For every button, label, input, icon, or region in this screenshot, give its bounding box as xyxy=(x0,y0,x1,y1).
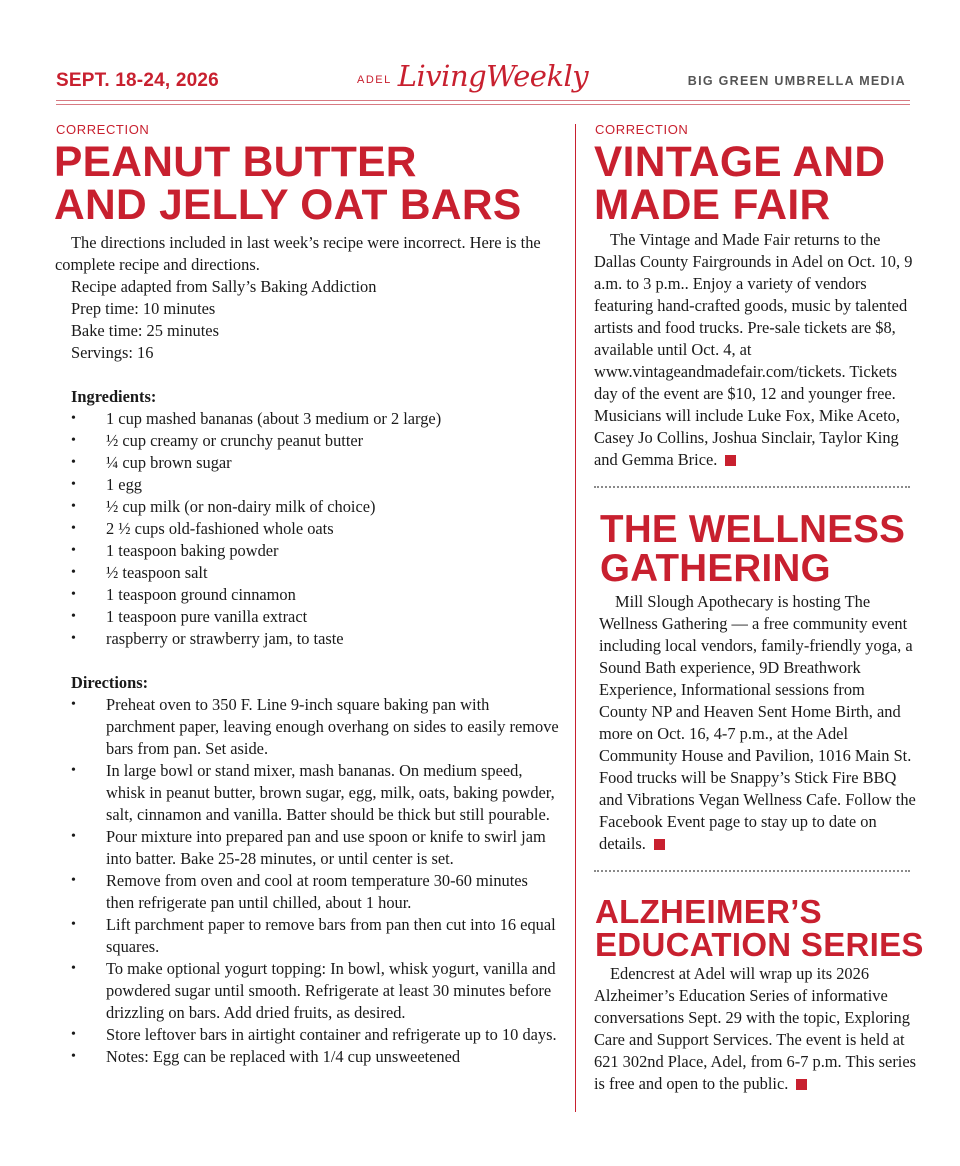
ingredient-item: • ½ teaspoon salt xyxy=(55,562,560,584)
recipe-headline-line: AND JELLY OAT BARS xyxy=(54,181,522,229)
ingredient-item: • 2 ½ cups old-fashioned whole oats xyxy=(55,518,560,540)
spacer xyxy=(55,650,560,672)
alz-headline xyxy=(595,895,924,961)
fair-kicker: CORRECTION xyxy=(595,122,689,137)
ingredient-item: • 1 teaspoon ground cinnamon xyxy=(55,584,560,606)
end-mark-icon xyxy=(725,455,736,466)
fair-article xyxy=(594,229,914,471)
wellness-article xyxy=(599,591,917,855)
ingredient-item: • 1 teaspoon baking powder xyxy=(55,540,560,562)
recipe-servings: Servings: 16 xyxy=(71,343,154,362)
fair-headline-line: VINTAGE AND xyxy=(594,139,886,186)
header-rule-top xyxy=(56,100,910,101)
ingredients-list xyxy=(55,408,560,650)
alz-article xyxy=(594,963,916,1095)
header-rule-bottom xyxy=(56,104,910,105)
direction-step: • To make optional yogurt topping: In bowl, whisk yogurt, vanilla and powdered sugar until smooth. Refrigerate at least 30 minutes before drizzling on bars. Add dried fruits, as desired. xyxy=(55,958,560,1024)
alz-headline-line: EDUCATION SERIES xyxy=(595,926,924,963)
ingredient-item: • 1 cup mashed bananas (about 3 medium or 2 large) xyxy=(55,408,560,430)
recipe-headline xyxy=(54,139,522,229)
spacer xyxy=(55,364,560,386)
end-mark-icon xyxy=(796,1079,807,1090)
alz-headline-line: ALZHEIMER’S xyxy=(595,893,822,930)
wellness-body-text: Mill Slough Apothecary is hosting The Wellness Gathering — a free community event including local vendors, family-friendly yoga, a Sound Bath experience, 9D Breathwork Experience, Informational sessions from County NP and Heaven Sent Home Birth, and more on Oct. 16, 4-7 p.m., at the Adel Community House and Pavilion, 1016 Main St. Food trucks will be Snappy’s Stick Fire BBQ and Vibrations Vegan Wellness Cafe. Follow the Facebook Event page to stay up to date on details. xyxy=(599,592,916,853)
direction-step: • Remove from oven and cool at room temperature 30-60 minutes then refrigerate pan until chilled, about 1 hour. xyxy=(55,870,560,914)
end-mark-icon xyxy=(654,839,665,850)
recipe-prep-time: Prep time: 10 minutes xyxy=(71,299,216,318)
recipe-kicker: CORRECTION xyxy=(56,122,150,137)
fair-headline xyxy=(594,139,886,229)
wellness-headline xyxy=(600,508,906,590)
recipe-intro: The directions included in last week’s recipe were incorrect. Here is the complete recipe and directions. xyxy=(55,233,541,274)
ingredient-item: • 1 egg xyxy=(55,474,560,496)
alz-body-text: Edencrest at Adel will wrap up its 2026 Alzheimer’s Education Series of informative conversations Sept. 29 with the topic, Exploring Care and Support Services. The event is held at 621 302nd Place, Adel, from 6-7 p.m. This series is free and open to the public. xyxy=(594,964,917,1093)
masthead-logo xyxy=(357,54,588,98)
directions-heading: Directions: xyxy=(71,673,149,692)
ingredients-heading: Ingredients: xyxy=(71,387,157,406)
masthead-small-text: ADEL xyxy=(357,74,392,86)
direction-step: • Lift parchment paper to remove bars from pan then cut into 16 equal squares. xyxy=(55,914,560,958)
recipe-headline-line: PEANUT BUTTER xyxy=(54,139,417,186)
wellness-headline-line: GATHERING xyxy=(600,546,831,590)
recipe-source: Recipe adapted from Sally’s Baking Addiction xyxy=(71,277,377,296)
ingredient-item: • ½ cup milk (or non-dairy milk of choice) xyxy=(55,496,560,518)
ingredient-item: • raspberry or strawberry jam, to taste xyxy=(55,628,560,650)
section-divider xyxy=(594,870,910,872)
masthead-script-text: LivingWeekly xyxy=(397,59,589,93)
direction-step: • Pour mixture into prepared pan and use spoon or knife to swirl jam into batter. Bake 25-28 minutes, or until center is set. xyxy=(55,826,560,870)
fair-headline-line: MADE FAIR xyxy=(594,181,831,229)
wellness-body xyxy=(599,591,917,855)
direction-step: • Preheat oven to 350 F. Line 9-inch square baking pan with parchment paper, leaving enough overhang on sides to easily remove bars from pan. Set aside. xyxy=(55,694,560,760)
ingredient-item: • ½ cup creamy or crunchy peanut butter xyxy=(55,430,560,452)
recipe-bake-time: Bake time: 25 minutes xyxy=(71,321,219,340)
ingredient-item: • ¼ cup brown sugar xyxy=(55,452,560,474)
direction-step: • Store leftover bars in airtight container and refrigerate up to 10 days. xyxy=(55,1024,560,1046)
wellness-headline-line: THE WELLNESS xyxy=(600,508,906,551)
section-divider xyxy=(594,486,910,488)
fair-body-text: The Vintage and Made Fair returns to the Dallas County Fairgrounds in Adel on Oct. 10, 9 a.m. to 3 p.m.. Enjoy a variety of vendors featuring hand-crafted goods, music by talented artists and food trucks. Pre-sale tickets are $8, available until Oct. 4, at www.vintageandmadefair.com/tickets. Tickets day of the event are $10, 12 and younger free. Musicians will include Luke Fox, Mike Aceto, Casey Jo Collins, Joshua Sinclair, Taylor King and Gemma Brice. xyxy=(594,230,913,469)
directions-list xyxy=(55,694,560,1068)
direction-step: • Notes: Egg can be replaced with 1/4 cup unsweetened xyxy=(55,1046,560,1068)
ingredient-item: • 1 teaspoon pure vanilla extract xyxy=(55,606,560,628)
fair-body xyxy=(594,229,914,471)
publisher-name: BIG GREEN UMBRELLA MEDIA xyxy=(687,74,906,88)
alz-body xyxy=(594,963,916,1095)
column-divider xyxy=(575,124,576,1112)
direction-step: • In large bowl or stand mixer, mash bananas. On medium speed, whisk in peanut butter, brown sugar, egg, milk, oats, baking powder, salt, cinnamon and vanilla. Batter should be thick but still pourable. xyxy=(55,760,560,826)
issue-date: SEPT. 18-24, 2026 xyxy=(56,70,219,91)
recipe-body xyxy=(55,232,560,1068)
